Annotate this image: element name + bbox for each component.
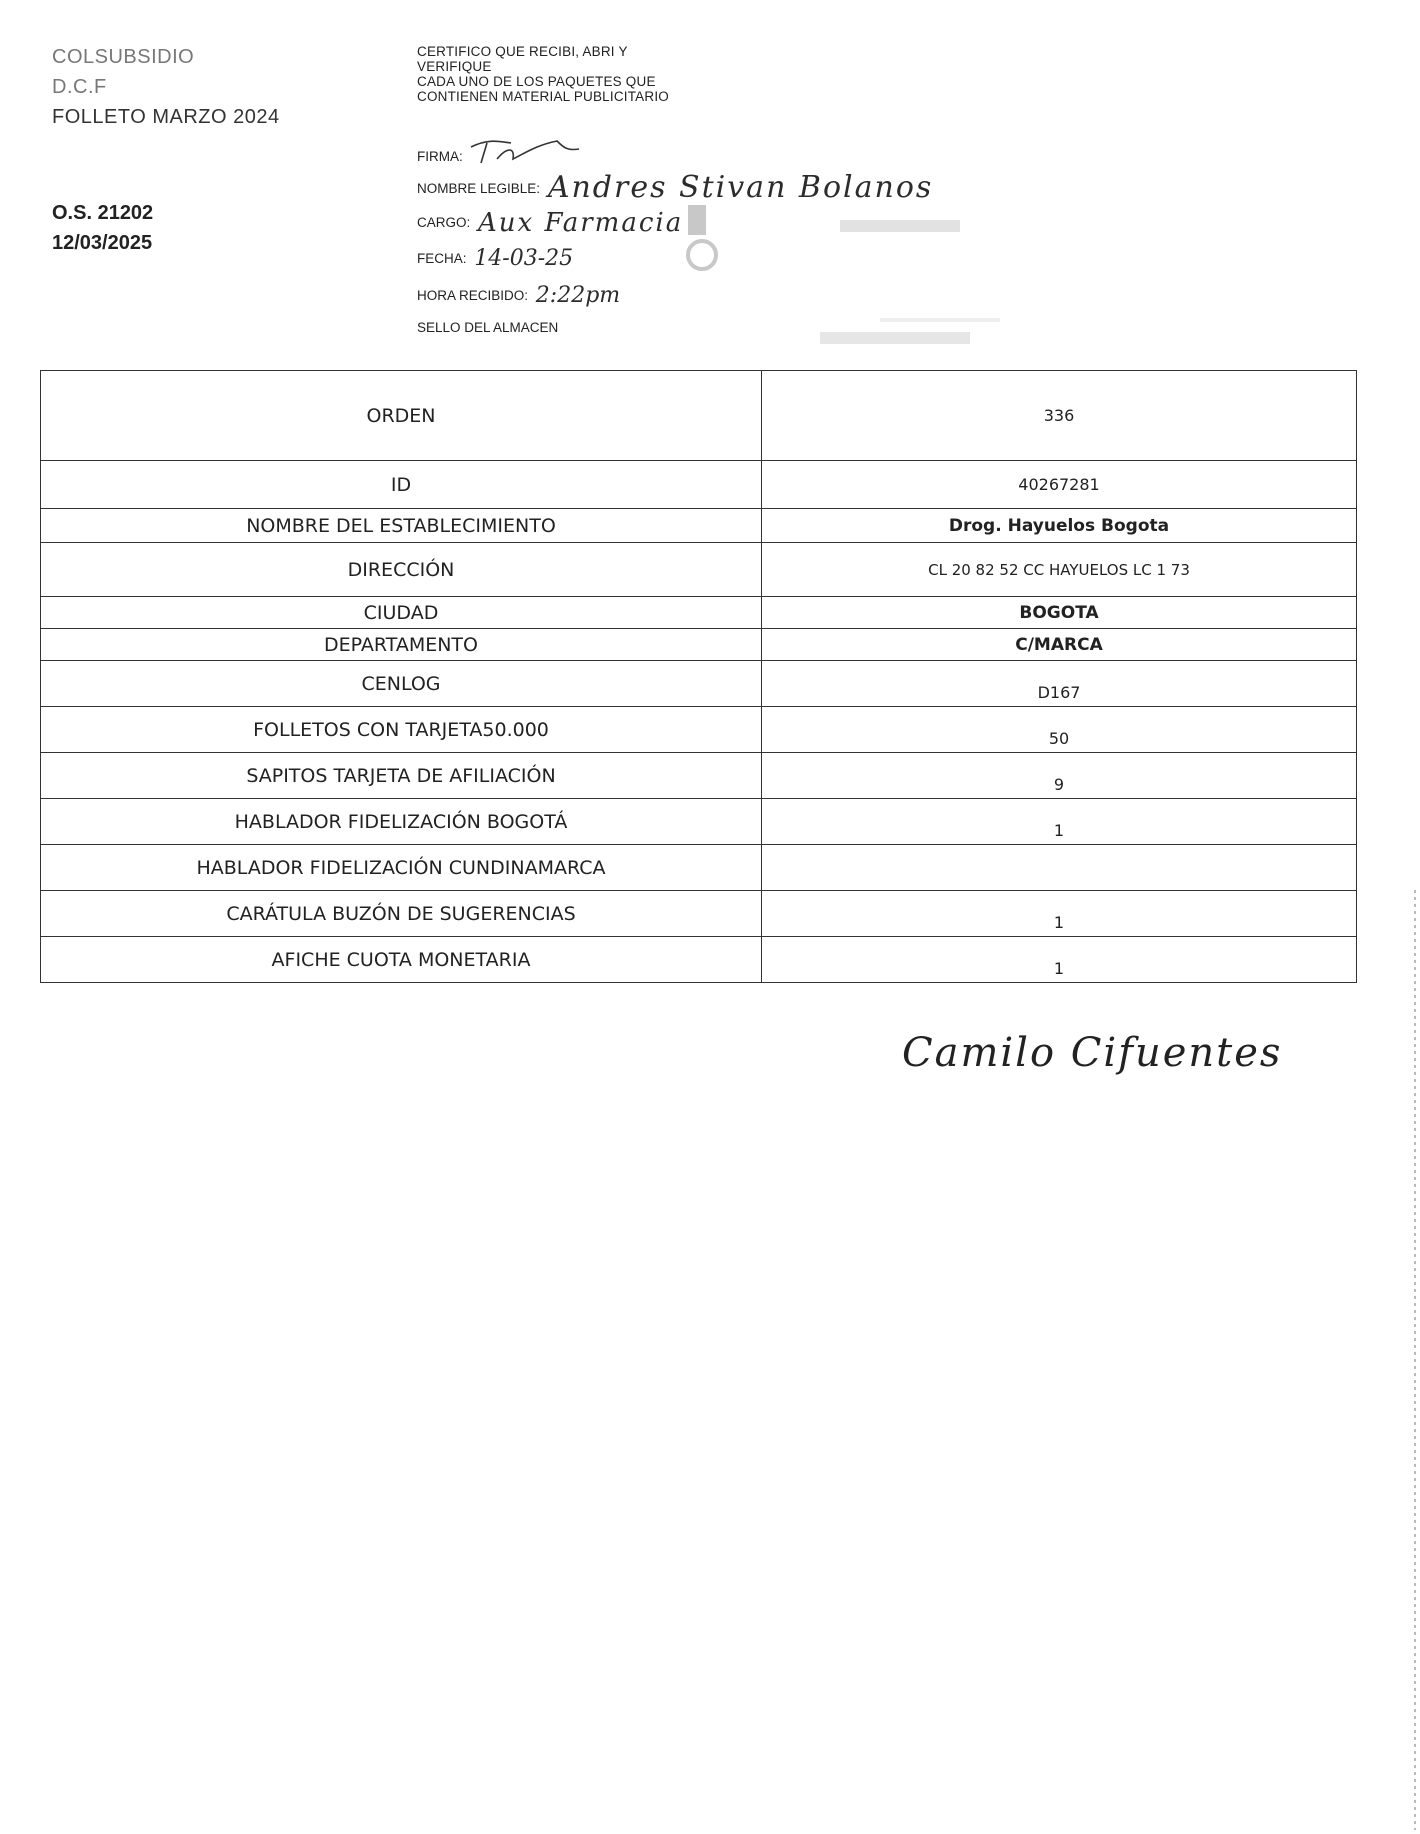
cert-line: CONTIENEN MATERIAL PUBLICITARIO (417, 89, 669, 104)
fecha-value: 14-03-25 (474, 246, 574, 271)
header-left (52, 42, 280, 132)
row-label: ID (41, 461, 762, 509)
hora-field (417, 283, 620, 308)
row-value: 50 (762, 707, 1357, 753)
table-row (41, 461, 1357, 509)
nombre-value: Andres Stivan Bolanos (547, 170, 934, 205)
table-row (41, 707, 1357, 753)
row-label: DEPARTAMENTO (41, 629, 762, 661)
table-row (41, 629, 1357, 661)
row-label: DIRECCIÓN (41, 543, 762, 597)
distribution-table (40, 370, 1357, 983)
row-value: C/MARCA (762, 629, 1357, 661)
row-value: 336 (762, 371, 1357, 461)
table-row (41, 371, 1357, 461)
table-row (41, 937, 1357, 983)
fecha-field (417, 246, 573, 271)
row-value: BOGOTA (762, 597, 1357, 629)
row-value: 9 (762, 753, 1357, 799)
hora-label: HORA RECIBIDO: (417, 288, 529, 303)
row-value: 1 (762, 799, 1357, 845)
table-row (41, 845, 1357, 891)
cargo-value: Aux Farmacia (478, 208, 684, 238)
cert-line: CERTIFICO QUE RECIBI, ABRI Y (417, 44, 628, 59)
table-row (41, 543, 1357, 597)
row-value: 1 (762, 891, 1357, 937)
nombre-label: NOMBRE LEGIBLE: (417, 181, 541, 196)
row-label: NOMBRE DEL ESTABLECIMIENTO (41, 509, 762, 543)
campaign-title: FOLLETO MARZO 2024 (52, 106, 280, 128)
table-row (41, 891, 1357, 937)
row-value: D167 (762, 661, 1357, 707)
table-row (41, 661, 1357, 707)
firma-label: FIRMA: (417, 149, 463, 164)
row-label: CENLOG (41, 661, 762, 707)
table-row (41, 753, 1357, 799)
row-label: HABLADOR FIDELIZACIÓN BOGOTÁ (41, 799, 762, 845)
row-value: Drog. Hayuelos Bogota (762, 509, 1357, 543)
row-value (762, 845, 1357, 891)
cert-line: VERIFIQUE (417, 59, 492, 74)
cargo-label: CARGO: (417, 215, 471, 230)
row-label: AFICHE CUOTA MONETARIA (41, 937, 762, 983)
row-label: ORDEN (41, 371, 762, 461)
order-info (52, 198, 153, 258)
row-label: FOLLETOS CON TARJETA50.000 (41, 707, 762, 753)
table-row (41, 597, 1357, 629)
cert-line: CADA UNO DE LOS PAQUETES QUE (417, 74, 656, 89)
certification-text (417, 44, 669, 104)
faded-stamp (760, 210, 1020, 360)
scan-edge-divider (1414, 890, 1416, 1830)
handwritten-note: Camilo Cifuentes (902, 1030, 1283, 1076)
hora-value: 2:22pm (535, 283, 621, 308)
row-value: 1 (762, 937, 1357, 983)
sello-label: SELLO DEL ALMACEN (417, 320, 559, 335)
row-value: 40267281 (762, 461, 1357, 509)
department-code: D.C.F (52, 76, 107, 98)
order-number: O.S. 21202 (52, 202, 154, 224)
nombre-field (417, 170, 933, 205)
company-name: COLSUBSIDIO (52, 46, 195, 68)
row-label: SAPITOS TARJETA DE AFILIACIÓN (41, 753, 762, 799)
fecha-label: FECHA: (417, 251, 467, 266)
table-row (41, 799, 1357, 845)
row-label: CIUDAD (41, 597, 762, 629)
stamp-mark (660, 205, 740, 275)
row-label: CARÁTULA BUZÓN DE SUGERENCIAS (41, 891, 762, 937)
order-date: 12/03/2025 (52, 232, 153, 254)
cargo-field (417, 208, 683, 238)
firma-field (417, 133, 587, 167)
row-label: HABLADOR FIDELIZACIÓN CUNDINAMARCA (41, 845, 762, 891)
table-row (41, 509, 1357, 543)
row-value: CL 20 82 52 CC HAYUELOS LC 1 73 (762, 543, 1357, 597)
signature-image (467, 133, 587, 167)
sello-field (417, 320, 558, 335)
